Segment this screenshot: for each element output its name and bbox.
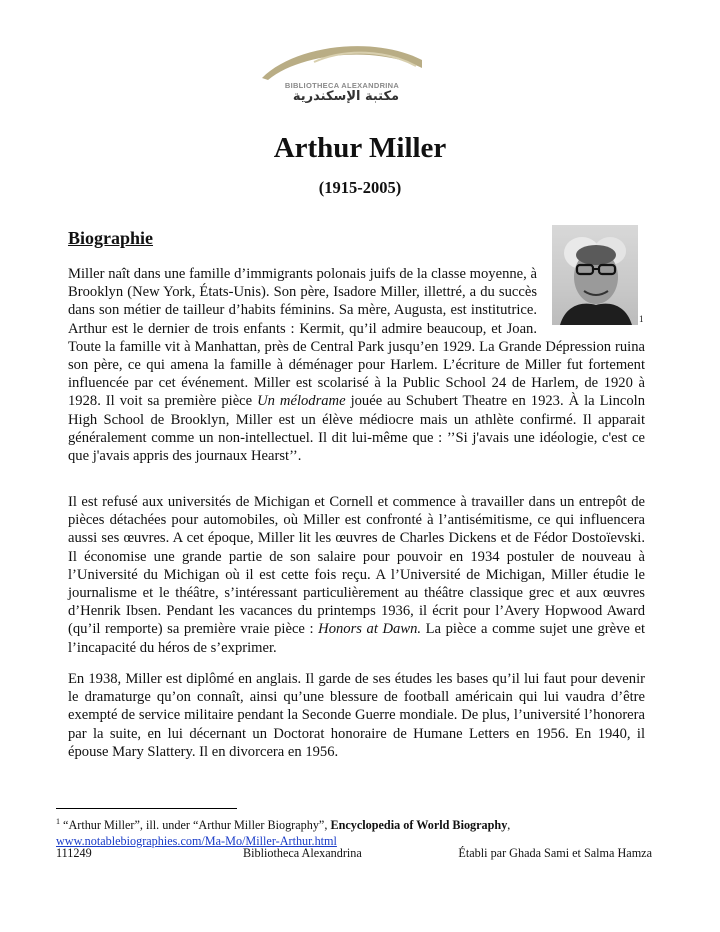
paragraph-2-text-a: Il est refusé aux universités de Michigan et Cornell et commence à travailler dans un entrepôt de pièces détachées pour automobiles, où Miller est confronté à l’antisémitisme, ce qui influencera aussi ses œuvres. A cet époque, Miller lit les œuvres de Charles Dickens et de Fédor Dostoïevski. Il économise une grande partie de son salaire pour pouvoir en 1934 postuler de nouveau à l’Université du Michigan où il est cette fois reçu. A l’Université de Michigan, Miller étudie le journalisme et le théâtre, s’intéressant particulièrement au théâtre classique grec et aux œuvres d’Henrik Ibsen. Pendant les vacances du printemps 1936, il écrit pour l’Avery Hopwood Award (qu’il remporte) sa première vraie pièce : — [68, 494, 645, 638]
logo-arabic-text: مكتبة الإسكندرية — [292, 89, 400, 104]
footnote-marker: 1 — [56, 817, 60, 826]
bibliotheca-alexandrina-logo — [256, 38, 428, 108]
paragraph-2-play-title: Honors at Dawn. — [318, 621, 422, 638]
footnote-link[interactable]: www.notablebiographies.com/Ma-Mo/Miller-Arthur.html — [56, 833, 337, 848]
footer-document-id: 111249 — [56, 846, 92, 860]
paragraph-1-text-b: jouée au Schubert Theatre en 1923. À la Lincoln High School de Brooklyn, Miller est un élève médiocre mais un athlète confirmé. Il apparait généralement comme un non-intellectuel. Il dit lui-même que : ’’Si j'avais une idéologie, c'est ce que j'avais appris des journaux Hearst’’. — [68, 393, 645, 465]
footnote-source-title: Encyclopedia of World Biography — [330, 818, 508, 833]
footnote-punctuation: , — [507, 818, 511, 833]
life-dates: (1915-2005) — [318, 178, 402, 197]
section-heading-biographie: Biographie — [68, 228, 154, 248]
footer-organization: Bibliotheca Alexandrina — [243, 846, 362, 860]
page-footer — [56, 846, 652, 862]
paragraph-2-text-b: La pièce a comme sujet une grève et l’incapacité du héros de s’exprimer. — [68, 621, 646, 656]
footnote-text: “Arthur Miller”, ill. under “Arthur Miller Biography”, — [60, 818, 331, 833]
paragraph-1-play-title: Un mélodrame — [257, 393, 346, 410]
paragraph-3: En 1938, Miller est diplômé en anglais. Il garde de ses études les bases qu’il lui faut pour devenir le dramaturge qu’on connaît, ainsi qu’une blessure de football américain qui lui vaudra d’être exempté de service militaire pendant la Seconde Guerre mondiale. De plus, l’université l’honorera par la suite, en lui décernant un Doctorat honoraire de Humane Letters en 1956. En 1940, il épouse Mary Slattery. Il en divorcera en 1956. — [68, 671, 645, 760]
paragraph-1-text-a: Miller naît dans une famille d’immigrants polonais juifs de la classe moyenne, à Brooklyn (New York, États-Unis). Son père, Isadore Miller, illettré, a du succès dans son métier de tailleur d’habits féminins. Sa mère, Augusta, est institutrice. Arthur est le dernier de trois enfants : Kermit, qu’il admire beaucoup, et Joan. Toute la famille vit à Manhattan, près de Central Park jusqu’en 1929. La Grande Dépression ruina son père, ce qui amena la famille à déménager pour Harlem. L’écriture de Miller fut fortement influencée par cet événement. Miller est scolarisé à la Public School 24 de Harlem, de 1920 à 1928. Il voit sa première pièce — [68, 266, 645, 410]
paragraph-1 — [68, 265, 645, 465]
logo-latin-text: BIBLIOTHECA ALEXANDRINA — [284, 81, 400, 90]
footnote — [56, 814, 656, 849]
paragraph-2 — [68, 493, 645, 657]
footer-authors: Établi par Ghada Sami et Salma Hamza — [458, 846, 652, 860]
photo-text-wrap-spacer — [537, 265, 645, 337]
footnote-separator — [56, 808, 237, 809]
photo-footnote-marker: 1 — [639, 314, 644, 324]
logo-arc-icon — [256, 38, 428, 84]
page-title: Arthur Miller — [273, 132, 447, 164]
